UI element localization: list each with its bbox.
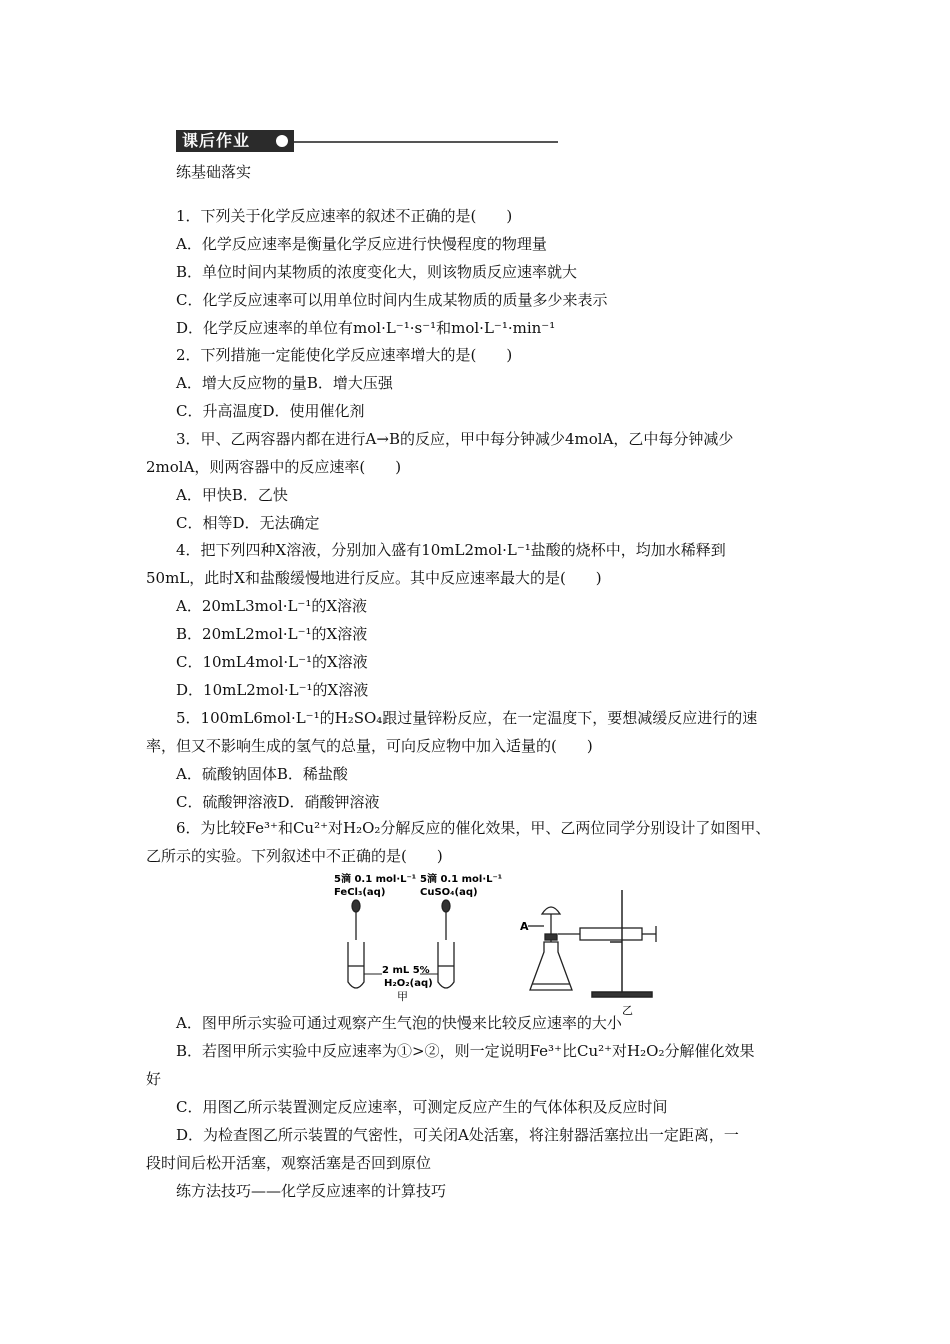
q2-options-cd: C．升高温度D．使用催化剂 — [176, 402, 365, 420]
dropper-right-icon — [442, 900, 450, 940]
separatory-funnel-icon — [528, 907, 560, 942]
q4-option-a: A．20mL3mol·L⁻¹的X溶液 — [176, 597, 368, 615]
q2-options-ab: A．增大反应物的量B．增大压强 — [176, 374, 393, 392]
q1-option-a: A．化学反应速率是衡量化学反应进行快慢程度的物理量 — [176, 235, 547, 253]
q5-stem-1: 5．100mL6mol·L⁻¹的H₂SO₄跟过量锌粉反应，在一定温度下，要想减缓反应进行的速 — [176, 709, 758, 727]
test-tube-right-icon — [438, 942, 454, 988]
fig-left-label-2: FeCl₃(aq) — [334, 887, 386, 898]
dropper-left-icon — [352, 900, 360, 940]
flask-icon — [530, 942, 572, 990]
iron-stand-icon — [592, 890, 652, 997]
test-tube-left-icon — [348, 942, 364, 988]
fig-valve-label: A — [520, 920, 529, 933]
section-basic: 练基础落实 — [176, 163, 252, 181]
experiment-figure — [330, 870, 670, 1018]
fig-caption-left: 甲 — [397, 990, 408, 1003]
syringe-icon — [558, 926, 656, 942]
header-dot-icon — [276, 135, 288, 147]
q3-options-ab: A．甲快B．乙快 — [176, 486, 288, 504]
q3-stem-2: 2molA，则两容器中的反应速率( ) — [146, 458, 402, 476]
fig-right-label-2: CuSO₄(aq) — [420, 887, 478, 898]
q6-option-b-1: B．若图甲所示实验中反应速率为①>②，则一定说明Fe³⁺比Cu²⁺对H₂O₂分解催化效果 — [176, 1042, 755, 1060]
header-title: 课后作业 — [176, 130, 294, 152]
homework-header — [176, 127, 558, 155]
q6-option-b-2: 好 — [146, 1070, 162, 1088]
q6-stem-2: 乙所示的实验。下列叙述中不正确的是( ) — [146, 847, 443, 865]
q4-option-c: C．10mL4mol·L⁻¹的X溶液 — [176, 653, 368, 671]
fig-mid-label-2: H₂O₂(aq) — [384, 978, 433, 989]
q5-options-ab: A．硫酸钠固体B．稀盐酸 — [176, 765, 348, 783]
q5-stem-2: 率，但又不影响生成的氢气的总量，可向反应物中加入适量的( ) — [146, 737, 593, 755]
fig-caption-right: 乙 — [622, 1004, 633, 1017]
q1-option-c: C．化学反应速率可以用单位时间内生成某物质的质量多少来表示 — [176, 291, 608, 309]
q6-option-a: A．图甲所示实验可通过观察产生气泡的快慢来比较反应速率的大小 — [176, 1014, 622, 1032]
fig-mid-label-1: 2 mL 5% — [382, 965, 430, 976]
q4-option-b: B．20mL2mol·L⁻¹的X溶液 — [176, 625, 368, 643]
fig-left-label-1: 5滴 0.1 mol·L⁻¹ — [334, 874, 417, 885]
section-method: 练方法技巧——化学反应速率的计算技巧 — [176, 1182, 447, 1200]
fig-right-label-1: 5滴 0.1 mol·L⁻¹ — [420, 874, 503, 885]
q4-stem-2: 50mL，此时X和盐酸缓慢地进行反应。其中反应速率最大的是( ) — [146, 569, 602, 587]
q3-options-cd: C．相等D．无法确定 — [176, 514, 320, 532]
q6-option-c: C．用图乙所示装置测定反应速率，可测定反应产生的气体体积及反应时间 — [176, 1098, 668, 1116]
q4-option-d: D．10mL2mol·L⁻¹的X溶液 — [176, 681, 369, 699]
q1-stem: 1．下列关于化学反应速率的叙述不正确的是( ) — [176, 207, 513, 225]
q6-option-d-1: D．为检查图乙所示装置的气密性，可关闭A处活塞，将注射器活塞拉出一定距离，一 — [176, 1126, 739, 1144]
q3-stem-1: 3．甲、乙两容器内都在进行A→B的反应，甲中每分钟减少4molA，乙中每分钟减少 — [176, 430, 734, 448]
q1-option-b: B．单位时间内某物质的浓度变化大，则该物质反应速率就大 — [176, 263, 578, 281]
q5-options-cd: C．硫酸钾溶液D．硝酸钾溶液 — [176, 793, 380, 811]
header-rule — [294, 141, 558, 143]
q4-stem-1: 4．把下列四种X溶液，分别加入盛有10mL2mol·L⁻¹盐酸的烧杯中，均加水稀释到 — [176, 541, 726, 559]
q2-stem: 2．下列措施一定能使化学反应速率增大的是( ) — [176, 346, 513, 364]
q1-option-d: D．化学反应速率的单位有mol·L⁻¹·s⁻¹和mol·L⁻¹·min⁻¹ — [176, 319, 556, 337]
q6-option-d-2: 段时间后松开活塞，观察活塞是否回到原位 — [146, 1154, 432, 1172]
q6-stem-1: 6．为比较Fe³⁺和Cu²⁺对H₂O₂分解反应的催化效果，甲、乙两位同学分别设计了如图甲、 — [176, 819, 771, 837]
